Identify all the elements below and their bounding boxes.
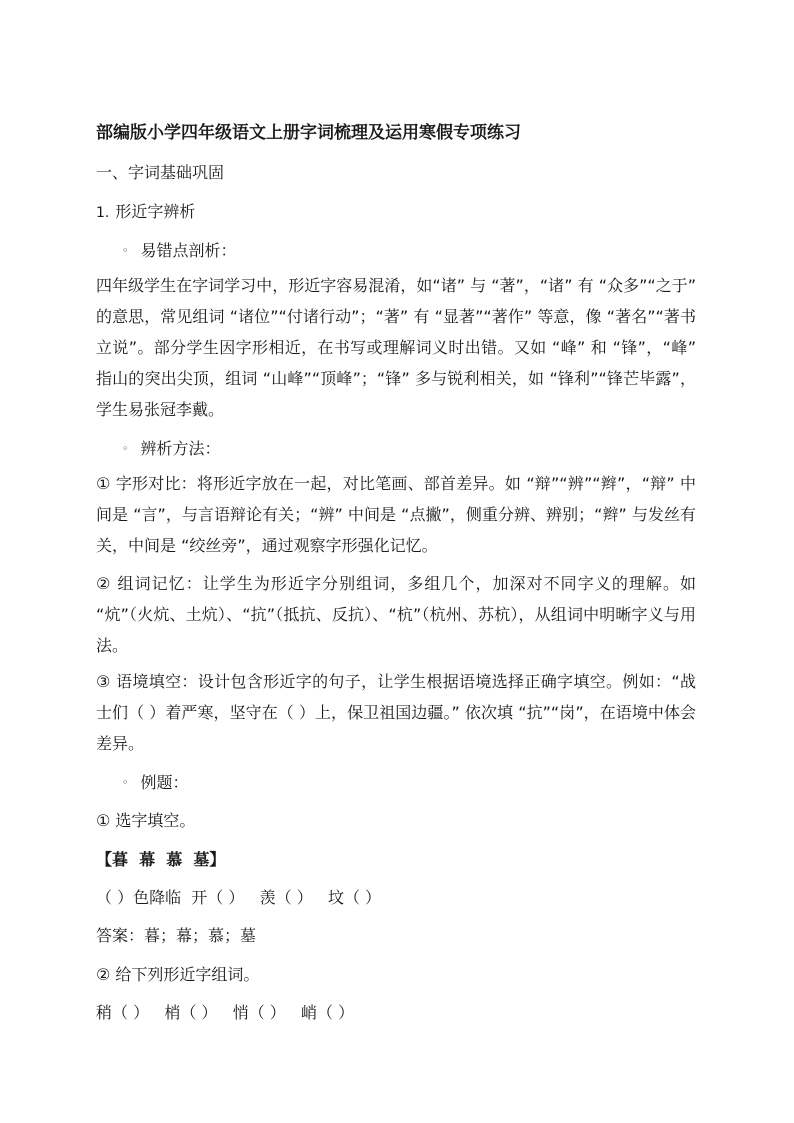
bullet-dot-icon: ◦ [122,776,129,789]
bullet-dot-icon: ◦ [122,442,129,455]
paragraph-method-3: ③ 语境填空：设计包含形近字的句子，让学生根据语境选择正确字填空。例如：“战士们（ ）着严寒，坚守在（ ）上，保卫祖国边疆。” 依次填 “抗”“岗”，在语境中体会差异。 [96,672,696,753]
exercise-1-blanks: （ ）色降临 开（ ） 羡（ ） 坟（ ） [96,888,382,907]
exercise-1-options: 【暮 幕 慕 墓】 [96,850,226,869]
paragraph-method-2: ② 组词记忆：让学生为形近字分别组词，多组几个，加深对不同字义的理解。如 “炕”（火炕、土炕）、“抗”（抵抗、反抗）、“杭”（杭州、苏杭），从组词中明晰字义与用法。 [96,574,696,655]
bullet-label: 例题： [140,773,189,792]
bullet-label: 易错点剖析： [140,241,237,260]
bullet-dot-icon: ◦ [122,244,129,257]
exercise-1-answer: 答案：暮；幕；慕；墓 [96,926,257,945]
document-title: 部编版小学四年级语文上册字词梳理及运用寒假专项练习 [96,123,521,143]
subsection-heading [96,199,195,222]
paragraph-error-analysis: 四年级学生在字词学习中，形近字容易混淆，如“诸” 与 “著”，“诸” 有 “众多”“之于” 的意思，常见组词 “诸位”“付诸行动”；“著” 有 “显著”“著作” 等意，像 “著名”“著书立说”。部分学生因字形相近，在书写或理解词义时出错。又如 “峰” 和 “锋”，“峰” 指山的突出尖顶，组词 “山峰”“顶峰”；“锋” 多与锐利相关，如 “锋利”“锋芒毕露”，学生易张冠李戴。 [96,276,696,419]
bullet-method [122,436,221,459]
bullet-label: 辨析方法： [140,439,221,458]
subsection-title: 形近字辨析 [115,202,196,221]
exercise-2-prompt: ② 给下列形近字组词。 [96,965,260,984]
section-heading: 一、字词基础巩固 [96,163,225,182]
bullet-example [122,770,189,793]
exercise-1-prompt: ① 选字填空。 [96,811,196,830]
exercise-2-blanks: 稍（ ） 梢（ ） 悄（ ） 峭（ ） [96,1003,355,1022]
paragraph-method-1: ① 字形对比：将形近字放在一起，对比笔画、部首差异。如 “辩”“辨”“辫”，“辩” 中间是 “言”，与言语辩论有关；“辨” 中间是 “点撇”，侧重分辨、辨别；“辫” 与发丝有关，中间是 “绞丝旁”，通过观察字形强化记忆。 [96,474,696,555]
bullet-error-analysis [122,238,237,261]
subsection-number: 1. [96,205,110,221]
